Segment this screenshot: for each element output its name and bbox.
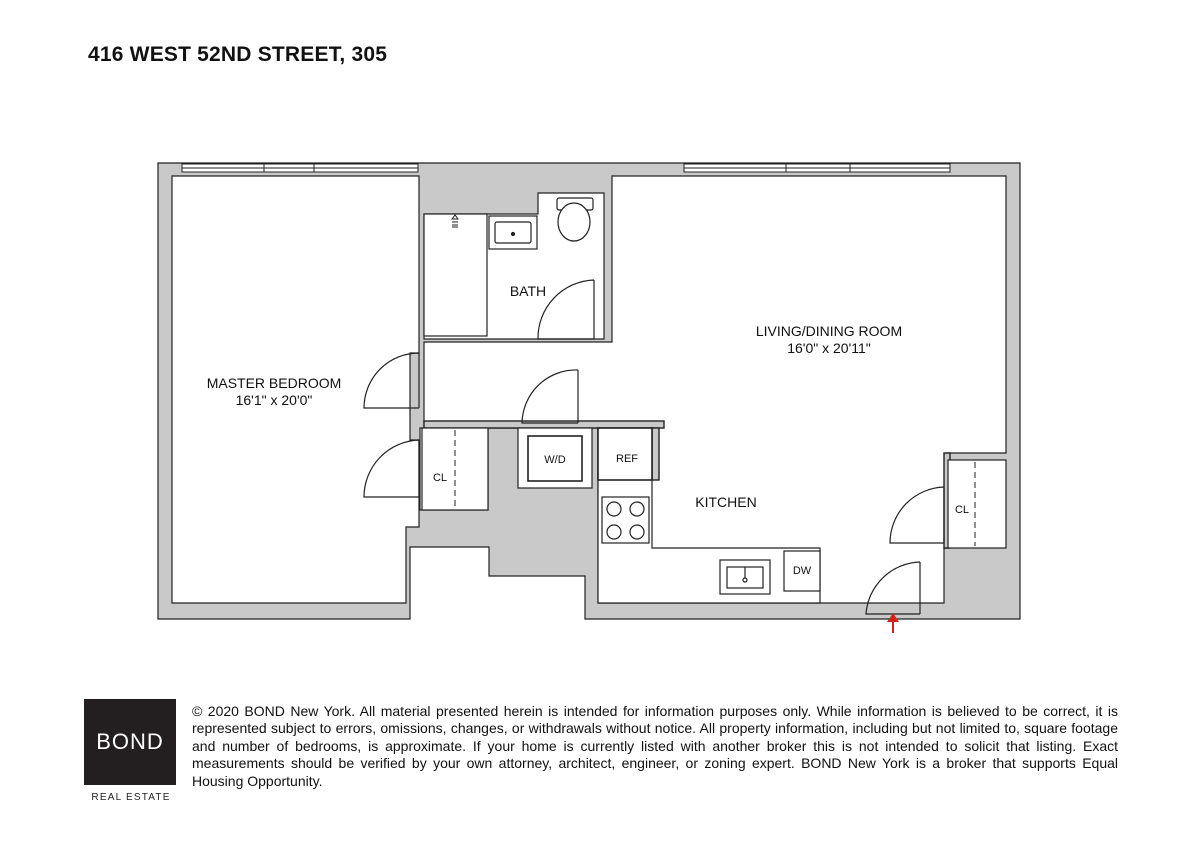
living-dining-dims: 16'0" x 20'11": [787, 340, 871, 356]
kitchen-peninsula-wall: [652, 428, 659, 480]
kitchen-sink: [720, 560, 770, 594]
master-bedroom-name: MASTER BEDROOM: [206, 375, 342, 391]
logo-subtitle: REAL ESTATE: [91, 792, 171, 803]
bond-logo: [84, 699, 176, 785]
toilet-bowl: [558, 203, 590, 241]
bath-name: BATH: [509, 283, 547, 299]
living-dining-name: LIVING/DINING ROOM: [755, 323, 903, 339]
legal-disclaimer: © 2020 BOND New York. All material presented herein is intended for information purposes only. While information is believed to be correct, it is represented subject to errors, omissions, changes, or withdrawals without notice. All property information, including but not limited to, square footage and number of bedrooms, is approximate. If your home is currently listed with another broker this is not intended to solicit that listing. Exact measurements should be verified by your own attorney, architect, engineer, or zoning expert. BOND New York is a broker that supports Equal Housing Opportunity.: [192, 703, 1118, 789]
kitchen-name: KITCHEN: [695, 494, 757, 510]
refrigerator-label: REF: [616, 453, 638, 465]
logo-text: BOND: [96, 729, 164, 754]
closet-bedroom-name: CL: [432, 472, 448, 484]
corridor-wall-lower: [424, 421, 664, 428]
closet-entry-name: CL: [954, 504, 970, 516]
washer-dryer-label: W/D: [544, 454, 566, 466]
listing-address-title: 416 WEST 52ND STREET, 305: [88, 43, 388, 66]
bath-shower: [424, 214, 487, 336]
master-bedroom-dims: 16'1" x 20'0": [235, 392, 313, 408]
dishwasher-label: DW: [792, 565, 812, 577]
stove-cooktop: [602, 497, 649, 543]
bath-sink-drain: [512, 233, 515, 236]
